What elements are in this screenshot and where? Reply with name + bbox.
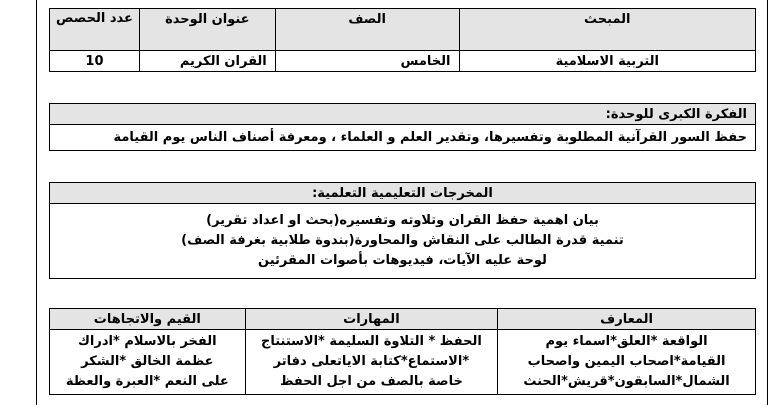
grade-header: الصف — [275, 9, 459, 51]
unit-title-header: عنوان الوحدة — [139, 9, 275, 51]
outcomes-header-row — [50, 183, 756, 204]
unit-title-value: القران الكريم — [139, 51, 275, 72]
knowledge-line: الواقعة *العلق*اسماء يوم — [545, 334, 708, 349]
values-cell — [50, 330, 246, 395]
outcomes-title: المخرجات التعليمية التعلمية: — [50, 183, 756, 204]
skills-header: المهارات — [245, 309, 498, 330]
skills-cell — [245, 330, 498, 395]
big-idea-text: حفظ السور القرآنية المطلوبة وتفسيرها، وتقدير العلم و العلماء ، ومعرفة أصناف الناس يوم القيامة — [50, 125, 756, 151]
outcomes-list — [50, 204, 756, 279]
big-idea-body-row — [50, 125, 756, 151]
values-line: الفخر بالاسلام *ادراك — [78, 334, 217, 349]
lesson-plan-page — [36, 0, 768, 405]
knowledge-skills-values-table — [49, 308, 756, 395]
skills-line: الحفظ * التلاوة السليمة *الاستنتاج — [260, 334, 482, 349]
periods-value: 10 — [50, 51, 140, 72]
periods-header: عدد الحصص — [50, 9, 140, 51]
knowledge-line: القيامة*اصحاب اليمين واصحاب — [527, 354, 726, 369]
kss-header-row — [50, 309, 756, 330]
values-header: القيم والاتجاهات — [50, 309, 246, 330]
skills-line: خاصة بالصف من اجل الحفظ — [279, 374, 463, 389]
knowledge-line: الشمال*السابقون*قريش*الحنث — [523, 374, 730, 389]
outcomes-body-row — [50, 204, 756, 279]
values-line: عظمة الخالق *الشكر — [81, 354, 214, 369]
outcome-item: تنمية قدرة الطالب على النقاش والمحاورة(بندوة طلابية بغرفة الصف) — [181, 233, 624, 248]
big-idea-header-row — [50, 104, 756, 125]
subject-header: المبحث — [459, 9, 756, 51]
outcome-item: بيان اهمية حفظ القران وتلاوته وتفسيره(بحث او اعداد تقرير) — [206, 213, 599, 228]
unit-info-header-row — [50, 9, 756, 51]
big-idea-table — [49, 103, 756, 151]
values-line: على النعم *العبرة والعظة — [65, 374, 229, 389]
outcomes-table — [49, 182, 756, 279]
knowledge-cell — [498, 330, 756, 395]
skills-line: *الاستماع*كتابة الاياتعلى دفاتر — [273, 354, 470, 369]
unit-info-table — [49, 8, 756, 72]
big-idea-title: الفكرة الكبرى للوحدة: — [50, 104, 756, 125]
outcome-item: لوحة عليه الآيات، فيديوهات بأصوات المقرئين — [258, 253, 547, 268]
subject-value: التربية الاسلامية — [459, 51, 756, 72]
knowledge-header: المعارف — [498, 309, 756, 330]
kss-body-row — [50, 330, 756, 395]
unit-info-row — [50, 51, 756, 72]
grade-value: الخامس — [275, 51, 459, 72]
